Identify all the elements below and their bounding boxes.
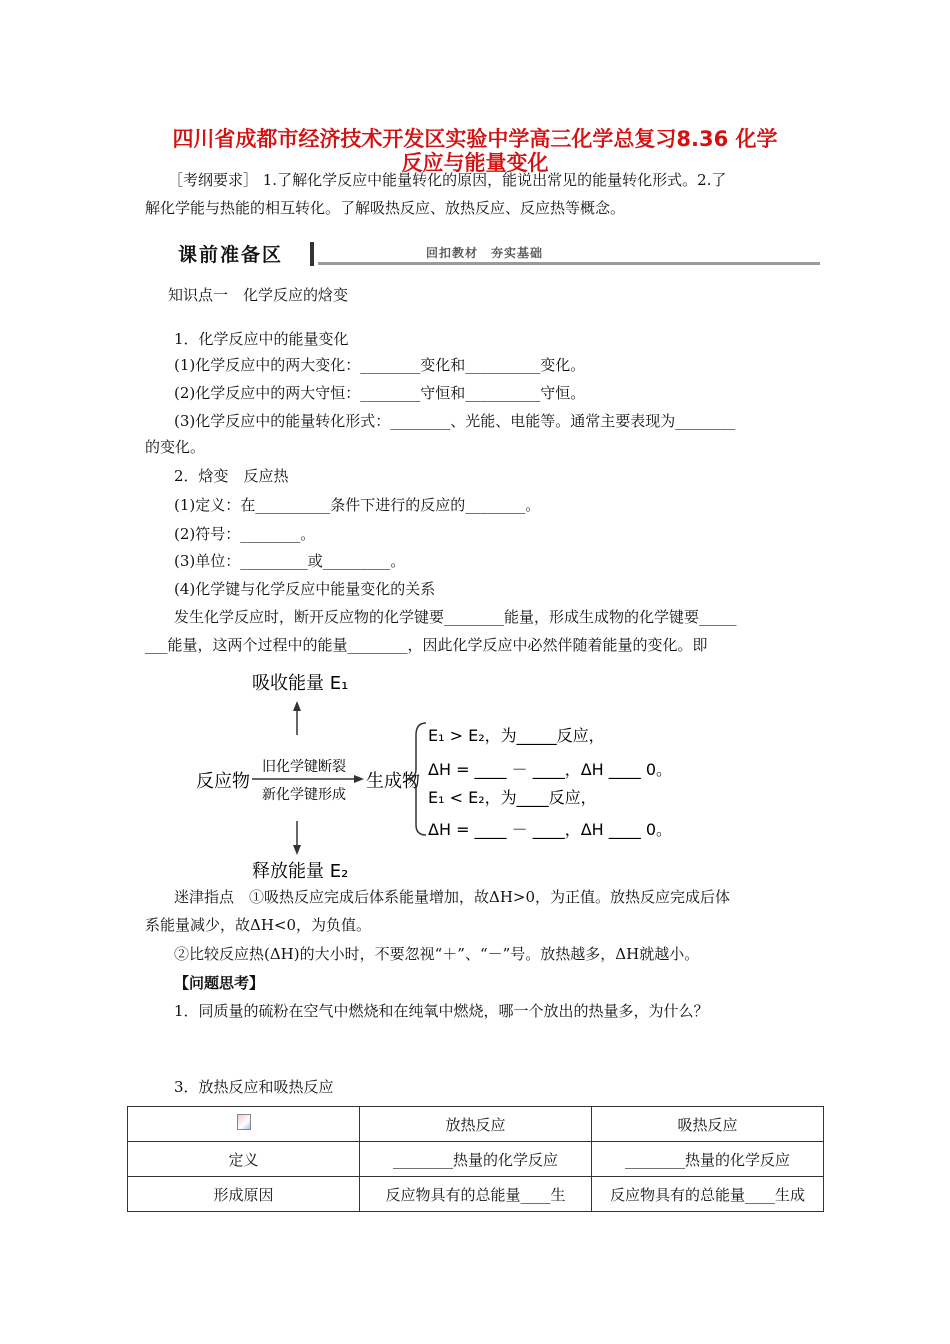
table-header-cell: 放热反应 xyxy=(360,1107,592,1142)
part1-item3-line2: 的变化。 xyxy=(145,438,206,456)
bond-energy-diagram-svg xyxy=(190,665,710,885)
table-row xyxy=(128,1177,824,1212)
table-cell: 定义 xyxy=(128,1142,360,1177)
knowledge-point-heading: 知识点一 化学反应的焓变 xyxy=(168,286,349,304)
section-banner-divider xyxy=(310,242,314,266)
question-heading: 【问题思考】 xyxy=(174,974,265,992)
tips-line2: 系能量减少，故ΔH<0，为负值。 xyxy=(145,916,372,934)
question-1: 1．同质量的硫粉在空气中燃烧和在纯氧中燃烧，哪一个放出的热量多，为什么？ xyxy=(174,1002,709,1020)
broken-image-icon xyxy=(237,1114,251,1130)
up-arrow-head-icon xyxy=(293,701,301,711)
tips-line3: ②比较反应热(ΔH)的大小时，不要忽视“＋”、“－”号。放热越多，ΔH就越小。 xyxy=(174,945,700,963)
diagram-product-label: 生成物 xyxy=(366,771,420,792)
table-cell: ________热量的化学反应 xyxy=(360,1142,592,1177)
syllabus-line1: ［考纲要求］ 1.了解化学反应中能量转化的原因，能说出常见的能量转化形式。2.了 xyxy=(168,171,727,189)
part3-heading: 3．放热反应和吸热反应 xyxy=(174,1078,334,1096)
table-header-cell: 吸热反应 xyxy=(592,1107,824,1142)
part2-item2: (2)符号：________。 xyxy=(174,525,316,543)
section-banner-label: 课前准备区 xyxy=(178,244,284,266)
diagram-release-label: 释放能量 E₂ xyxy=(252,861,349,882)
part2-item1: (1)定义：在__________条件下进行的反应的________。 xyxy=(174,496,541,514)
page-title-line2: 反应与能量变化 xyxy=(401,151,549,175)
bond-energy-diagram xyxy=(190,665,710,885)
section-banner-rule xyxy=(318,262,820,265)
tips-line1: 迷津指点 ①吸热反应完成后体系能量增加，故ΔH>0，为正值。放热反应完成后体 xyxy=(174,888,731,906)
diagram-case2: E₁ < E₂，为____反应， xyxy=(428,788,597,807)
table-cell: ________热量的化学反应 xyxy=(592,1142,824,1177)
diagram-case1: E₁ > E₂，为_____反应， xyxy=(428,726,605,745)
table-row xyxy=(128,1142,824,1177)
table-header-cell xyxy=(128,1107,360,1142)
part1-item2: (2)化学反应中的两大守恒：________守恒和__________守恒。 xyxy=(174,384,586,402)
part2-item3: (3)单位：_________或_________。 xyxy=(174,552,406,570)
diagram-case1-dh: ΔH = ____ － ____，ΔH ____ 0。 xyxy=(428,760,673,779)
part2-para-line2: ___能量，这两个过程中的能量________，因此化学反应中必然伴随着能量的变化。即 xyxy=(145,636,708,654)
part1-heading: 1．化学反应中的能量变化 xyxy=(174,330,349,348)
table-cell: 反应物具有的总能量____生 xyxy=(360,1177,592,1212)
down-arrow-head-icon xyxy=(293,845,301,855)
part1-item3-line1: (3)化学反应中的能量转化形式：________、光能、电能等。通常主要表现为________ xyxy=(174,412,736,430)
part2-para-line1: 发生化学反应时，断开反应物的化学键要________能量，形成生成物的化学键要_____ xyxy=(174,608,737,626)
table-header-row xyxy=(128,1107,824,1142)
exo-endo-table xyxy=(127,1106,824,1212)
part2-heading: 2．焓变 反应热 xyxy=(174,467,289,485)
diagram-reactant-label: 反应物 xyxy=(196,771,250,792)
section-banner xyxy=(178,240,820,270)
diagram-new-bond-label: 新化学键形成 xyxy=(262,787,346,803)
syllabus-line2: 解化学能与热能的相互转化。了解吸热反应、放热反应、反应热等概念。 xyxy=(145,199,626,217)
part1-item1: (1)化学反应中的两大变化：________变化和__________变化。 xyxy=(174,356,586,374)
reaction-arrow-head-icon xyxy=(354,775,364,783)
table-cell: 形成原因 xyxy=(128,1177,360,1212)
table-cell: 反应物具有的总能量____生成 xyxy=(592,1177,824,1212)
diagram-absorb-label: 吸收能量 E₁ xyxy=(252,673,349,694)
part2-item4: (4)化学键与化学反应中能量变化的关系 xyxy=(174,580,436,598)
page-title-line1: 四川省成都市经济技术开发区实验中学高三化学总复习8.36 化学 xyxy=(172,127,778,151)
section-banner-subtitle: 回扣教材 夯实基础 xyxy=(426,246,544,260)
diagram-case2-dh: ΔH = ____ － ____，ΔH ____ 0。 xyxy=(428,820,673,839)
diagram-old-bond-label: 旧化学键断裂 xyxy=(262,759,346,775)
